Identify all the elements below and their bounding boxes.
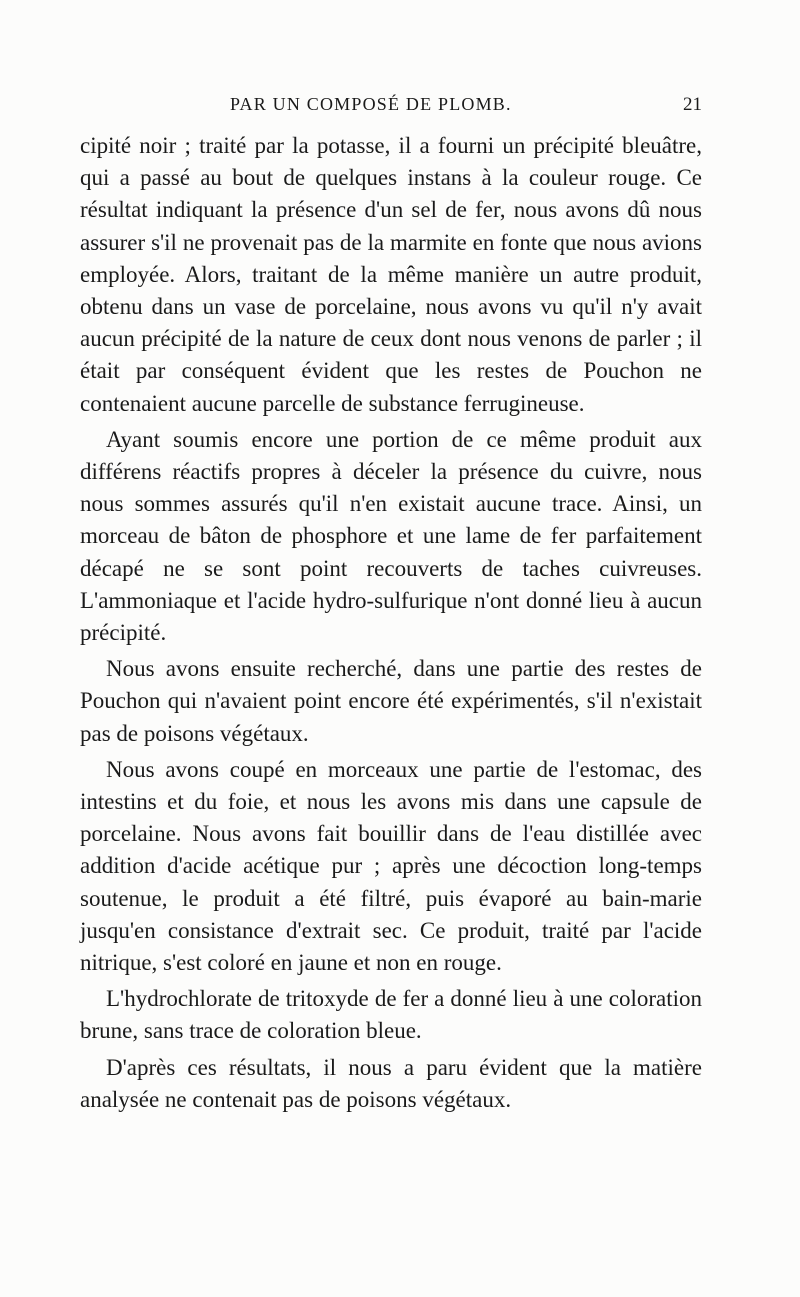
- paragraph-1: cipité noir ; traité par la potasse, il a fourni un précipité bleuâtre, qui a passé au bout de quelques instans à la couleur rouge. Ce résultat indiquant la présence d'un sel de fer, nous avons dû nous assurer s'il ne provenait pas de la marmite en fonte que nous avions employée. Alors, traitant de la même manière un autre produit, obtenu dans un vase de porcelaine, nous avons vu qu'il n'y avait aucun précipité de la nature de ceux dont nous venons de parler ; il était par conséquent évident que les restes de Pouchon ne contenaient aucune parcelle de substance ferrugineuse.: [80, 133, 702, 416]
- running-head: [80, 94, 702, 122]
- running-title: PAR UN COMPOSÉ DE PLOMB.: [230, 94, 512, 114]
- page-number: 21: [683, 94, 702, 115]
- body-text: [80, 130, 702, 1116]
- paragraph-5: L'hydrochlorate de tritoxyde de fer a donné lieu à une coloration brune, sans trace de coloration bleue.: [80, 986, 702, 1044]
- paragraph-3: Nous avons ensuite recherché, dans une partie des restes de Pouchon qui n'avaient point encore été expérimentés, s'il n'existait pas de poisons végétaux.: [80, 656, 702, 746]
- paragraph-4: Nous avons coupé en morceaux une partie de l'estomac, des intestins et du foie, et nous les avons mis dans une capsule de porcelaine. Nous avons fait bouillir dans de l'eau distillée avec addition d'acide acétique pur ; après une décoction long-temps soutenue, le produit a été filtré, puis évaporé au bain-marie jusqu'en consistance d'extrait sec. Ce produit, traité par l'acide nitrique, s'est coloré en jaune et non en rouge.: [80, 756, 702, 976]
- paragraph-2: Ayant soumis encore une portion de ce même produit aux différens réactifs propres à déceler la présence du cuivre, nous nous sommes assurés qu'il n'en existait aucune trace. Ainsi, un morceau de bâton de phosphore et une lame de fer parfaitement décapé ne se sont point recouverts de taches cuivreuses. L'ammoniaque et l'acide hydro-sulfurique n'ont donné lieu à aucun précipité.: [80, 426, 702, 646]
- paragraph-6: D'après ces résultats, il nous a paru évident que la matière analysée ne contenait pas de poisons végétaux.: [80, 1054, 702, 1112]
